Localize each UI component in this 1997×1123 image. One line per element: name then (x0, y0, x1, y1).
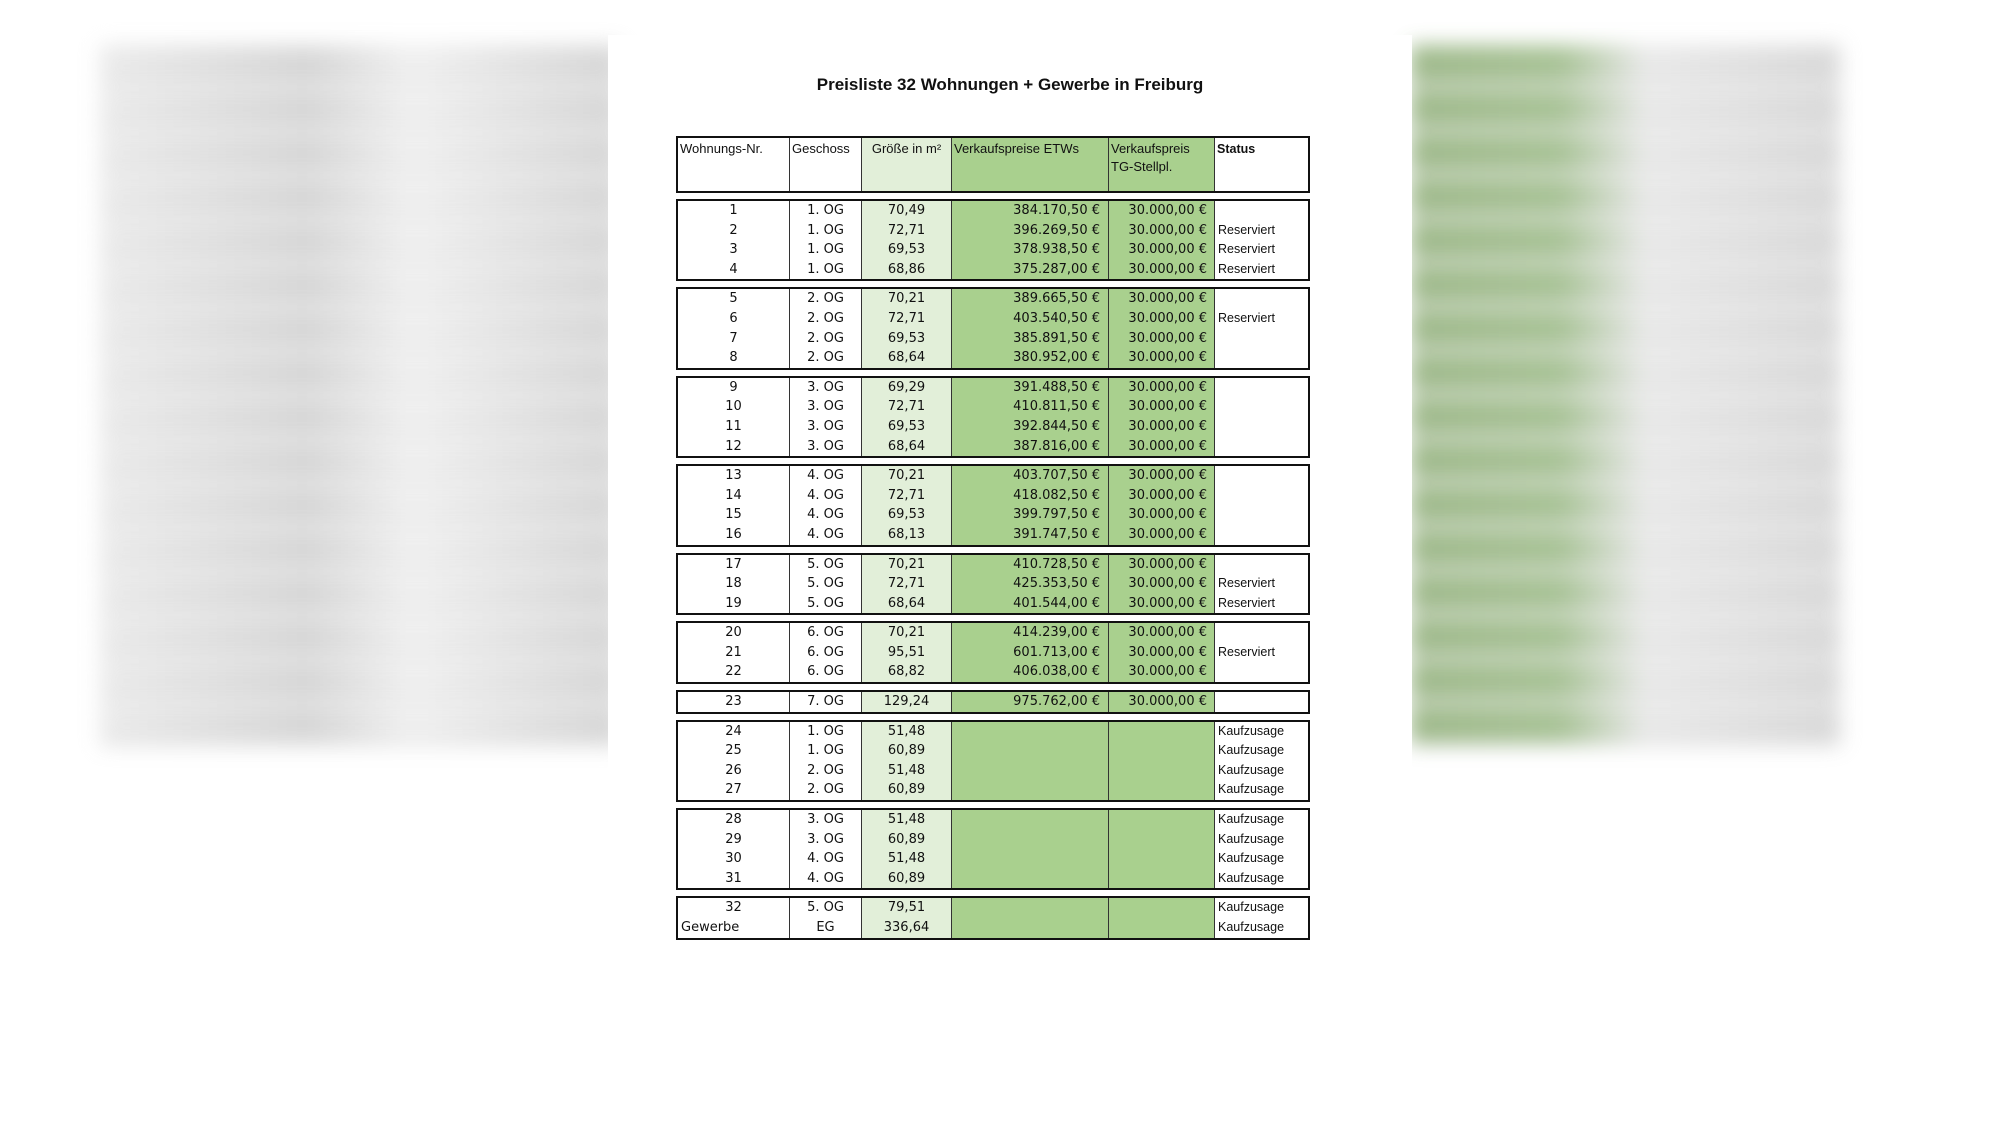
table-row (678, 525, 1308, 545)
cell-geschoss: 1. OG (790, 201, 862, 221)
cell-geschoss: 1. OG (790, 240, 862, 260)
cell-geschoss: 1. OG (790, 741, 862, 761)
cell-groesse: 51,48 (862, 810, 952, 830)
table-header (676, 136, 1310, 193)
cell-preis: 399.797,50 € (952, 505, 1109, 525)
cell-tg: 30.000,00 € (1109, 692, 1215, 712)
cell-groesse: 69,53 (862, 240, 952, 260)
cell-groesse: 70,21 (862, 289, 952, 309)
table-row (678, 692, 1308, 712)
cell-status: Kaufzusage (1218, 920, 1285, 934)
cell-status: Kaufzusage (1218, 723, 1285, 738)
cell-geschoss: 5. OG (790, 594, 862, 614)
table-row (678, 830, 1308, 850)
cell-status: Reserviert (1218, 644, 1275, 659)
cell-tg: 30.000,00 € (1109, 466, 1215, 486)
table-row (678, 869, 1308, 889)
cell-tg (1109, 810, 1215, 830)
cell-tg: 30.000,00 € (1109, 486, 1215, 506)
table-row (678, 466, 1308, 486)
cell-status: Reserviert (1218, 242, 1275, 257)
table-row (678, 555, 1308, 575)
cell-tg: 30.000,00 € (1109, 201, 1215, 221)
cell-nr: 9 (678, 378, 790, 398)
cell-nr: 29 (678, 830, 790, 850)
cell-groesse: 51,48 (862, 849, 952, 869)
cell-geschoss: 3. OG (790, 397, 862, 417)
cell-tg: 30.000,00 € (1109, 555, 1215, 575)
cell-preis (952, 869, 1109, 889)
cell-geschoss: 1. OG (790, 260, 862, 280)
cell-nr: 19 (678, 594, 790, 614)
cell-preis: 414.239,00 € (952, 623, 1109, 643)
row-group (676, 808, 1310, 890)
cell-geschoss: 3. OG (790, 830, 862, 850)
cell-groesse: 72,71 (862, 309, 952, 329)
row-group (676, 896, 1310, 939)
cell-geschoss: 3. OG (790, 810, 862, 830)
table-row (678, 289, 1308, 309)
cell-nr: 2 (678, 221, 790, 241)
cell-nr: 11 (678, 417, 790, 437)
cell-nr: 22 (678, 662, 790, 682)
cell-groesse: 60,89 (862, 830, 952, 850)
cell-groesse: 95,51 (862, 643, 952, 663)
cell-tg (1109, 741, 1215, 761)
table-body (676, 199, 1310, 940)
cell-status: Kaufzusage (1218, 812, 1285, 827)
cell-groesse: 68,64 (862, 594, 952, 614)
cell-tg: 30.000,00 € (1109, 289, 1215, 309)
table-row (678, 722, 1308, 742)
cell-status: Kaufzusage (1218, 831, 1285, 846)
cell-groesse: 70,21 (862, 466, 952, 486)
row-group (676, 553, 1310, 616)
cell-nr: 4 (678, 260, 790, 280)
header-tg (1109, 138, 1215, 191)
cell-nr: 32 (678, 898, 790, 918)
cell-tg: 30.000,00 € (1109, 348, 1215, 368)
cell-tg: 30.000,00 € (1109, 643, 1215, 663)
table-row (678, 329, 1308, 349)
cell-nr: 21 (678, 643, 790, 663)
cell-groesse: 60,89 (862, 780, 952, 800)
table-row (678, 594, 1308, 614)
cell-geschoss: 4. OG (790, 505, 862, 525)
cell-preis: 375.287,00 € (952, 260, 1109, 280)
cell-status (1215, 437, 1308, 457)
blurred-background-right (1410, 45, 1840, 925)
cell-geschoss: 1. OG (790, 221, 862, 241)
cell-preis: 975.762,00 € (952, 692, 1109, 712)
table-row (678, 221, 1308, 241)
cell-groesse: 69,53 (862, 505, 952, 525)
cell-status (1215, 201, 1308, 221)
cell-nr: 15 (678, 505, 790, 525)
cell-nr: 14 (678, 486, 790, 506)
table-row (678, 574, 1308, 594)
cell-preis: 410.728,50 € (952, 555, 1109, 575)
table-row (678, 849, 1308, 869)
cell-preis (952, 722, 1109, 742)
cell-status (1215, 329, 1308, 349)
cell-tg (1109, 830, 1215, 850)
cell-tg (1109, 780, 1215, 800)
blurred-background-left (100, 45, 620, 925)
cell-tg (1109, 918, 1215, 938)
cell-nr: 7 (678, 329, 790, 349)
cell-tg: 30.000,00 € (1109, 623, 1215, 643)
cell-preis: 389.665,50 € (952, 289, 1109, 309)
cell-status (1215, 378, 1308, 398)
cell-status: Reserviert (1218, 310, 1275, 325)
table-row (678, 260, 1308, 280)
cell-tg: 30.000,00 € (1109, 221, 1215, 241)
table-row (678, 240, 1308, 260)
table-row (678, 623, 1308, 643)
cell-tg: 30.000,00 € (1109, 397, 1215, 417)
cell-tg: 30.000,00 € (1109, 505, 1215, 525)
cell-groesse: 70,21 (862, 623, 952, 643)
header-geschoss: Geschoss (790, 138, 862, 191)
cell-geschoss: 2. OG (790, 348, 862, 368)
cell-nr: 8 (678, 348, 790, 368)
cell-preis (952, 741, 1109, 761)
cell-status: Kaufzusage (1218, 782, 1285, 797)
cell-preis: 403.707,50 € (952, 466, 1109, 486)
cell-preis: 391.747,50 € (952, 525, 1109, 545)
cell-geschoss: 5. OG (790, 555, 862, 575)
cell-status (1215, 555, 1308, 575)
cell-preis: 380.952,00 € (952, 348, 1109, 368)
cell-preis: 391.488,50 € (952, 378, 1109, 398)
cell-geschoss: 4. OG (790, 466, 862, 486)
cell-geschoss: 4. OG (790, 869, 862, 889)
cell-tg: 30.000,00 € (1109, 240, 1215, 260)
document-page (608, 35, 1412, 940)
cell-status: Kaufzusage (1218, 762, 1285, 777)
cell-tg: 30.000,00 € (1109, 525, 1215, 545)
table-row (678, 918, 1308, 938)
table-row (678, 417, 1308, 437)
header-tg-line1: Verkaufspreis (1111, 141, 1190, 156)
cell-geschoss: 2. OG (790, 761, 862, 781)
cell-status (1215, 348, 1308, 368)
cell-geschoss: 2. OG (790, 780, 862, 800)
header-tg-line2: TG-Stellpl. (1111, 159, 1173, 174)
cell-groesse: 60,89 (862, 741, 952, 761)
table-row (678, 201, 1308, 221)
cell-preis (952, 849, 1109, 869)
row-group (676, 287, 1310, 369)
cell-groesse: 69,53 (862, 417, 952, 437)
table-row (678, 348, 1308, 368)
cell-groesse: 336,64 (862, 918, 952, 938)
cell-geschoss: 2. OG (790, 289, 862, 309)
cell-geschoss: 3. OG (790, 437, 862, 457)
cell-geschoss: 6. OG (790, 623, 862, 643)
cell-nr: 16 (678, 525, 790, 545)
cell-status: Kaufzusage (1218, 870, 1285, 885)
cell-tg: 30.000,00 € (1109, 662, 1215, 682)
table-row (678, 810, 1308, 830)
cell-preis: 601.713,00 € (952, 643, 1109, 663)
cell-geschoss: 3. OG (790, 378, 862, 398)
cell-status (1215, 417, 1308, 437)
cell-preis: 378.938,50 € (952, 240, 1109, 260)
cell-preis: 385.891,50 € (952, 329, 1109, 349)
cell-tg (1109, 849, 1215, 869)
cell-groesse: 60,89 (862, 869, 952, 889)
cell-status: Kaufzusage (1218, 743, 1285, 758)
cell-status: Reserviert (1218, 222, 1275, 237)
cell-groesse: 68,64 (862, 348, 952, 368)
cell-nr: 20 (678, 623, 790, 643)
cell-tg: 30.000,00 € (1109, 309, 1215, 329)
cell-preis: 403.540,50 € (952, 309, 1109, 329)
cell-preis: 406.038,00 € (952, 662, 1109, 682)
cell-groesse: 72,71 (862, 486, 952, 506)
cell-groesse: 79,51 (862, 898, 952, 918)
cell-nr: 17 (678, 555, 790, 575)
cell-status (1215, 505, 1308, 525)
page-title: Preisliste 32 Wohnungen + Gewerbe in Freiburg (816, 75, 1204, 94)
cell-status: Kaufzusage (1218, 851, 1285, 866)
cell-geschoss: 2. OG (790, 309, 862, 329)
cell-preis: 384.170,50 € (952, 201, 1109, 221)
cell-groesse: 129,24 (862, 692, 952, 712)
table-row (678, 643, 1308, 663)
cell-preis (952, 761, 1109, 781)
cell-preis: 418.082,50 € (952, 486, 1109, 506)
cell-nr: 26 (678, 761, 790, 781)
cell-groesse: 70,21 (862, 555, 952, 575)
cell-status (1215, 397, 1308, 417)
cell-nr: 6 (678, 309, 790, 329)
cell-nr: Gewerbe (678, 918, 790, 938)
cell-geschoss: 2. OG (790, 329, 862, 349)
cell-tg (1109, 722, 1215, 742)
cell-tg: 30.000,00 € (1109, 437, 1215, 457)
cell-groesse: 70,49 (862, 201, 952, 221)
cell-preis (952, 780, 1109, 800)
cell-tg (1109, 761, 1215, 781)
cell-tg: 30.000,00 € (1109, 329, 1215, 349)
cell-geschoss: 7. OG (790, 692, 862, 712)
table-row (678, 761, 1308, 781)
row-group (676, 720, 1310, 802)
row-group (676, 199, 1310, 281)
header-nr: Wohnungs-Nr. (678, 138, 790, 191)
cell-status (1215, 466, 1308, 486)
cell-geschoss: 4. OG (790, 849, 862, 869)
cell-status: Reserviert (1218, 576, 1275, 591)
cell-groesse: 72,71 (862, 221, 952, 241)
table-row (678, 741, 1308, 761)
table-row (678, 486, 1308, 506)
cell-preis (952, 830, 1109, 850)
cell-preis: 401.544,00 € (952, 594, 1109, 614)
cell-groesse: 68,64 (862, 437, 952, 457)
cell-nr: 10 (678, 397, 790, 417)
cell-preis: 392.844,50 € (952, 417, 1109, 437)
header-status: Status (1217, 142, 1256, 156)
table-row (678, 309, 1308, 329)
cell-status (1215, 623, 1308, 643)
cell-preis: 410.811,50 € (952, 397, 1109, 417)
cell-groesse: 72,71 (862, 397, 952, 417)
cell-preis (952, 918, 1109, 938)
table-row (678, 437, 1308, 457)
cell-groesse: 51,48 (862, 761, 952, 781)
cell-preis (952, 810, 1109, 830)
cell-groesse: 68,13 (862, 525, 952, 545)
table-row (678, 662, 1308, 682)
cell-nr: 18 (678, 574, 790, 594)
cell-groesse: 69,29 (862, 378, 952, 398)
cell-nr: 12 (678, 437, 790, 457)
cell-nr: 28 (678, 810, 790, 830)
table-row (678, 780, 1308, 800)
row-group (676, 690, 1310, 714)
cell-preis: 396.269,50 € (952, 221, 1109, 241)
cell-status (1215, 289, 1308, 309)
cell-status: Reserviert (1218, 595, 1275, 610)
cell-tg (1109, 898, 1215, 918)
cell-geschoss: 3. OG (790, 417, 862, 437)
cell-nr: 24 (678, 722, 790, 742)
table-row (678, 397, 1308, 417)
cell-geschoss: 6. OG (790, 643, 862, 663)
table-row (678, 378, 1308, 398)
cell-status: Kaufzusage (1218, 900, 1285, 915)
cell-groesse: 68,86 (862, 260, 952, 280)
cell-nr: 1 (678, 201, 790, 221)
cell-tg: 30.000,00 € (1109, 417, 1215, 437)
cell-nr: 30 (678, 849, 790, 869)
cell-preis: 387.816,00 € (952, 437, 1109, 457)
row-group (676, 464, 1310, 546)
cell-geschoss: 5. OG (790, 898, 862, 918)
cell-geschoss: 4. OG (790, 486, 862, 506)
table-row (678, 898, 1308, 918)
cell-tg (1109, 869, 1215, 889)
cell-groesse: 51,48 (862, 722, 952, 742)
cell-geschoss: 5. OG (790, 574, 862, 594)
cell-tg: 30.000,00 € (1109, 574, 1215, 594)
cell-geschoss: 1. OG (790, 722, 862, 742)
cell-nr: 31 (678, 869, 790, 889)
header-groesse: Größe in m² (862, 138, 952, 191)
cell-groesse: 69,53 (862, 329, 952, 349)
cell-groesse: 68,82 (862, 662, 952, 682)
cell-status (1215, 525, 1308, 545)
cell-geschoss: 4. OG (790, 525, 862, 545)
cell-nr: 3 (678, 240, 790, 260)
cell-nr: 5 (678, 289, 790, 309)
cell-status (1215, 486, 1308, 506)
cell-tg: 30.000,00 € (1109, 378, 1215, 398)
header-preis: Verkaufspreise ETWs (952, 138, 1109, 191)
row-group (676, 621, 1310, 684)
cell-nr: 13 (678, 466, 790, 486)
cell-nr: 27 (678, 780, 790, 800)
cell-nr: 23 (678, 692, 790, 712)
table-row (678, 505, 1308, 525)
cell-preis (952, 898, 1109, 918)
row-group (676, 376, 1310, 458)
cell-groesse: 72,71 (862, 574, 952, 594)
price-table (676, 136, 1310, 940)
cell-nr: 25 (678, 741, 790, 761)
cell-tg: 30.000,00 € (1109, 260, 1215, 280)
cell-status: Reserviert (1218, 261, 1275, 276)
cell-geschoss: EG (790, 918, 862, 938)
cell-status (1215, 662, 1308, 682)
cell-status (1215, 692, 1308, 712)
cell-preis: 425.353,50 € (952, 574, 1109, 594)
cell-geschoss: 6. OG (790, 662, 862, 682)
cell-tg: 30.000,00 € (1109, 594, 1215, 614)
